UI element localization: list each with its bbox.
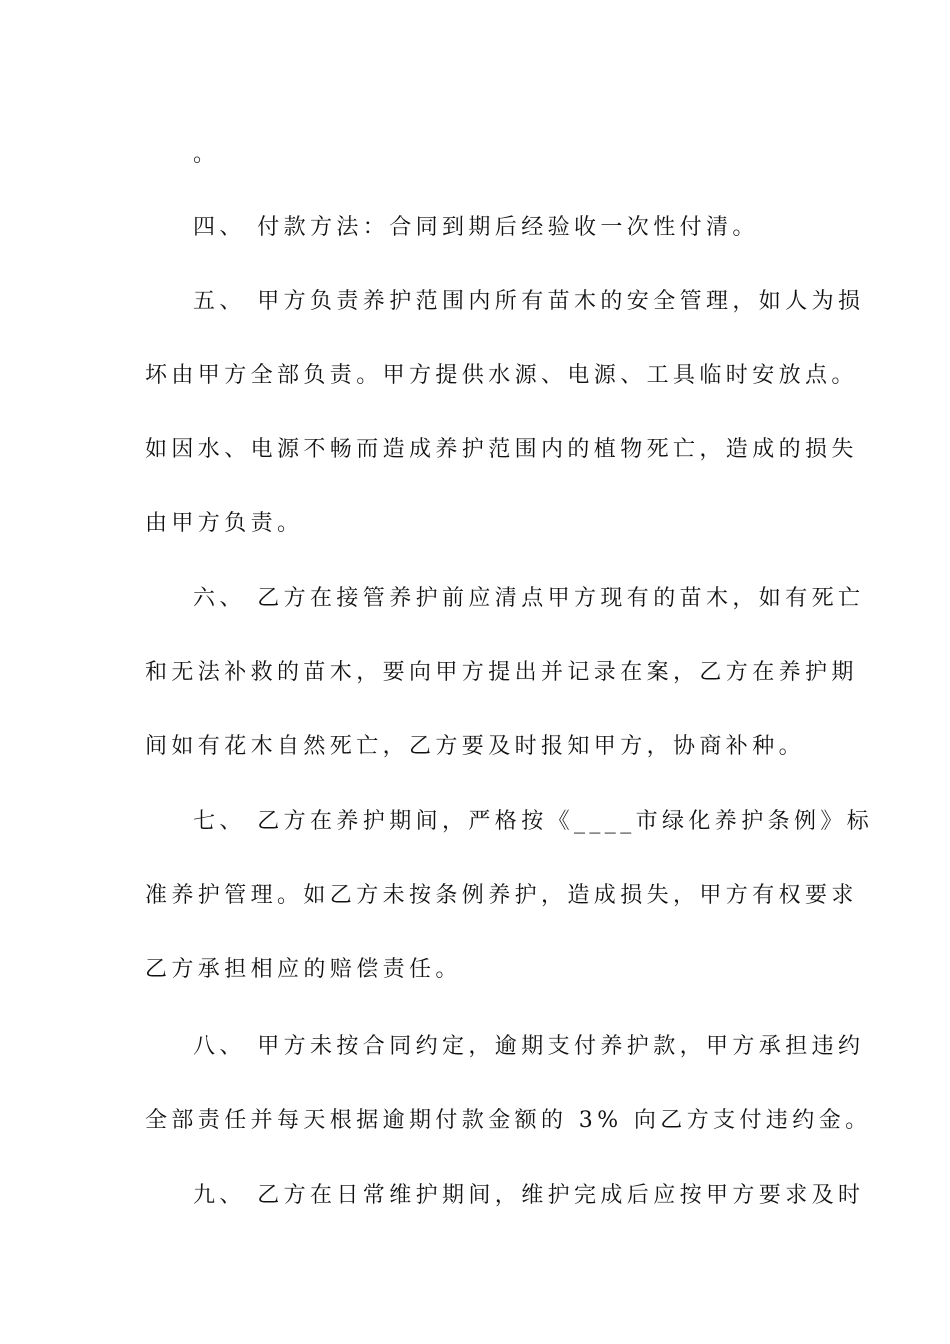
text-line: 和无法补救的苗木，要向甲方提出并记录在案，乙方在养护期	[145, 660, 858, 685]
text-line: 间如有花木自然死亡，乙方要及时报知甲方，协商补种。	[145, 734, 806, 759]
clause-7-line: 七、 乙方在养护期间，严格按《____市绿化养护条例》标	[193, 809, 874, 834]
clause-4-line: 四、 付款方法：合同到期后经验收一次性付清。	[193, 215, 759, 240]
clause-6-line: 六、 乙方在接管养护前应清点甲方现有的苗木，如有死亡	[193, 586, 865, 611]
text-line: 由甲方负责。	[145, 511, 304, 536]
clause-5-line: 五、 甲方负责养护范围内所有苗木的安全管理，如人为损	[193, 289, 865, 314]
clause-8-line: 八、 甲方未按合同约定，逾期支付养护款，甲方承担违约	[193, 1034, 865, 1059]
text-line: 乙方承担相应的赔偿责任。	[145, 957, 462, 982]
text-line: 如因水、电源不畅而造成养护范围内的植物死亡，造成的损失	[145, 437, 858, 462]
text-line: 准养护管理。如乙方未按条例养护，造成损失，甲方有权要求	[145, 883, 858, 908]
text-line: 全部责任并每天根据逾期付款金额的 3% 向乙方支付违约金。	[145, 1108, 872, 1133]
clause-9-line: 九、 乙方在日常维护期间，维护完成后应按甲方要求及时	[193, 1183, 865, 1208]
text-line: 。	[193, 142, 220, 167]
text-line: 坏由甲方全部负责。甲方提供水源、电源、工具临时安放点。	[145, 363, 858, 388]
